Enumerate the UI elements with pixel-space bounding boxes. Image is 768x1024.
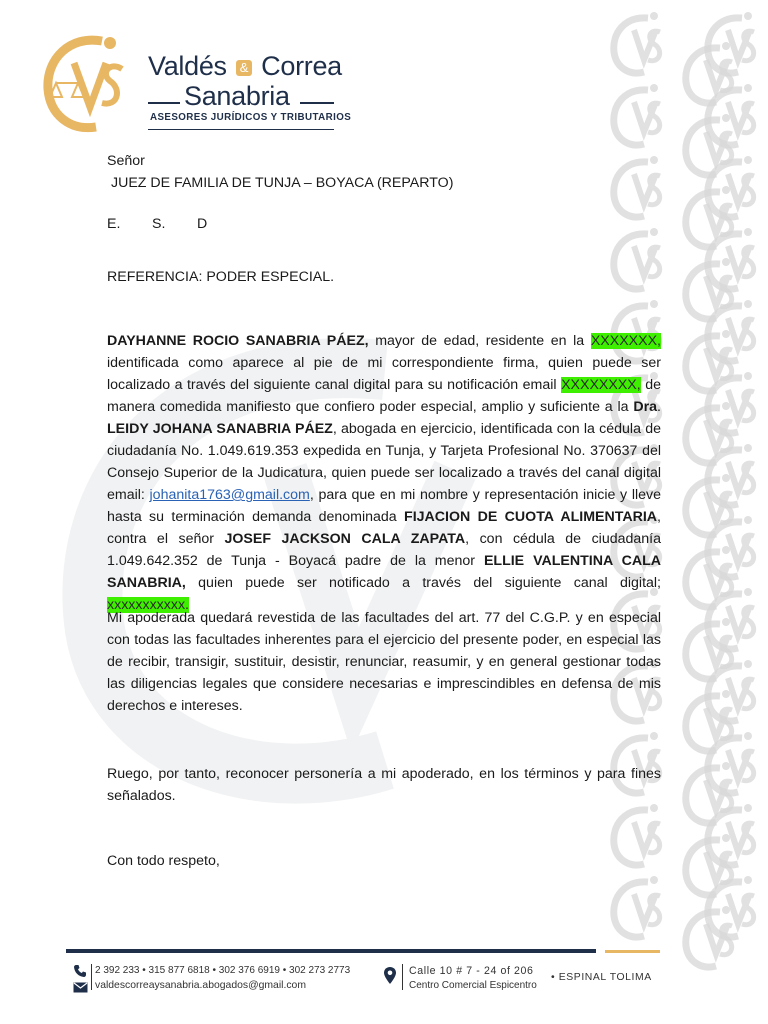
lawyer-name: LEIDY JOHANA SANABRIA PÁEZ	[107, 421, 333, 437]
watermark-logo-icon	[698, 296, 760, 366]
firm-rule-left	[148, 102, 180, 104]
minor-name: ELLIE VALENTINA CALA SANABRIA,	[107, 553, 661, 591]
demand-name: FIJACION DE CUOTA ALIMENTARIA	[404, 509, 658, 525]
watermark-logo-icon	[698, 872, 760, 942]
p1-text-8: , con cédula de ciudadanía 1.049.642.352 de Tunja - Boyacá padre de la menor	[107, 531, 661, 569]
closing: Con todo respeto,	[107, 853, 220, 869]
watermark-logo-icon	[604, 224, 666, 294]
firm-name-valdes: Valdés	[148, 51, 227, 81]
salutation: Señor	[107, 153, 145, 169]
firm-name	[148, 50, 342, 112]
watermark-logo-icon	[604, 80, 666, 150]
phone-icon	[73, 964, 87, 978]
addressee: JUEZ DE FAMILIA DE TUNJA – BOYACA (REPARTO)	[111, 175, 454, 191]
redacted-residence: XXXXXXX,	[590, 333, 661, 349]
p1-text-3: de manera comedida manifiesto que confiero poder especial, amplio y suficiente a la	[107, 377, 661, 415]
mail-icon	[73, 982, 88, 993]
watermark-logo-icon	[604, 800, 666, 870]
redacted-channel: xxxxxxxxxxx.	[107, 597, 189, 613]
location-pin-icon	[383, 966, 397, 985]
p1-text-2: identificada como aparece al pie de mi correspondiente firma, quien puede ser localizado a través del siguiente canal digital para su notificación email	[107, 355, 661, 393]
p1-text-7: , contra el señor	[107, 509, 661, 547]
dra-title: Dra	[633, 399, 658, 415]
paragraph-power-grant	[107, 330, 661, 616]
watermark-logo-icon	[698, 152, 760, 222]
redacted-email: XXXXXXXX,	[561, 377, 641, 393]
footer-rule-accent	[605, 950, 660, 953]
p1-text-1: mayor de edad, residente en la	[368, 333, 591, 349]
defendant-name: JOSEF JACKSON CALA ZAPATA	[224, 531, 466, 547]
firm-tagline-rule	[148, 129, 334, 130]
footer-city: • ESPINAL TOLIMA	[551, 972, 652, 983]
watermark-logo-icon	[698, 800, 760, 870]
footer-address: Calle 10 # 7 - 24 of 206	[409, 965, 534, 977]
footer-rule	[66, 949, 596, 953]
footer-building: Centro Comercial Espicentro	[409, 980, 537, 991]
esd-e: E.	[107, 216, 121, 232]
firm-rule-right	[300, 102, 334, 104]
watermark-logo-icon	[698, 8, 760, 78]
p1-text-9: quien puede ser notificado a través del siguiente canal digital;	[185, 575, 661, 591]
esd-d: D	[197, 216, 208, 232]
firm-logo-icon	[40, 33, 132, 137]
watermark-logo-icon	[698, 224, 760, 294]
watermark-logo-icon	[698, 728, 760, 798]
paragraph-faculties: Mi apoderada quedará revestida de las facultades del art. 77 del C.G.P. y en especial con todas las facultades inherentes para el ejercicio del presente poder, en especial las de recibir, transigir, sustituir, desistir, renunciar, reasumir, y en general gestionar todas las diligencias legales que considere necesarias e imprescindibles en defensa de mis derechos e intereses.	[107, 610, 661, 714]
footer-phones: 2 392 233 • 315 877 6818 • 302 376 6919 • 302 273 2773	[95, 965, 351, 976]
firm-tagline: ASESORES JURÍDICOS Y TRIBUTARIOS	[150, 112, 352, 123]
p1-text-6: , para que en mi nombre y representación inicie y lleve hasta su terminación demanda denominada	[107, 487, 661, 525]
watermark-logo-icon	[698, 440, 760, 510]
grantor-name: DAYHANNE ROCIO SANABRIA PÁEZ,	[107, 333, 369, 349]
watermark-logo-icon	[698, 656, 760, 726]
esd-s: S.	[152, 216, 166, 232]
watermark-logo-icon	[604, 872, 666, 942]
watermark-logo-icon	[698, 368, 760, 438]
firm-name-correa: Correa	[261, 51, 342, 81]
footer-email[interactable]: valdescorreaysanabria.abogados@gmail.com	[95, 980, 306, 991]
reference-line: REFERENCIA: PODER ESPECIAL.	[107, 269, 335, 285]
watermark-logo-icon	[698, 512, 760, 582]
lawyer-email-link[interactable]: johanita1763@gmail.com	[149, 487, 310, 503]
watermark-logo-icon	[604, 152, 666, 222]
watermark-logo-icon	[698, 584, 760, 654]
paragraph-request: Ruego, por tanto, reconocer personería a mi apoderado, en los términos y para fines señalados.	[107, 766, 661, 804]
watermark-logo-icon	[698, 80, 760, 150]
firm-ampersand: &	[236, 60, 252, 76]
p1-text-4: .	[657, 399, 661, 415]
footer-separator-1	[91, 964, 92, 990]
watermark-logo-icon	[604, 8, 666, 78]
firm-name-sanabria: Sanabria	[184, 81, 290, 111]
p1-text-5: , abogada en ejercicio, identificada con la cédula de ciudadanía No. 1.049.619.353 expedida en Tunja, y Tarjeta Profesional No. 370637 del Consejo Superior de la Judicatura, quien puede ser localizado a través del canal digital email:	[107, 421, 661, 503]
footer-separator-2	[402, 964, 403, 990]
